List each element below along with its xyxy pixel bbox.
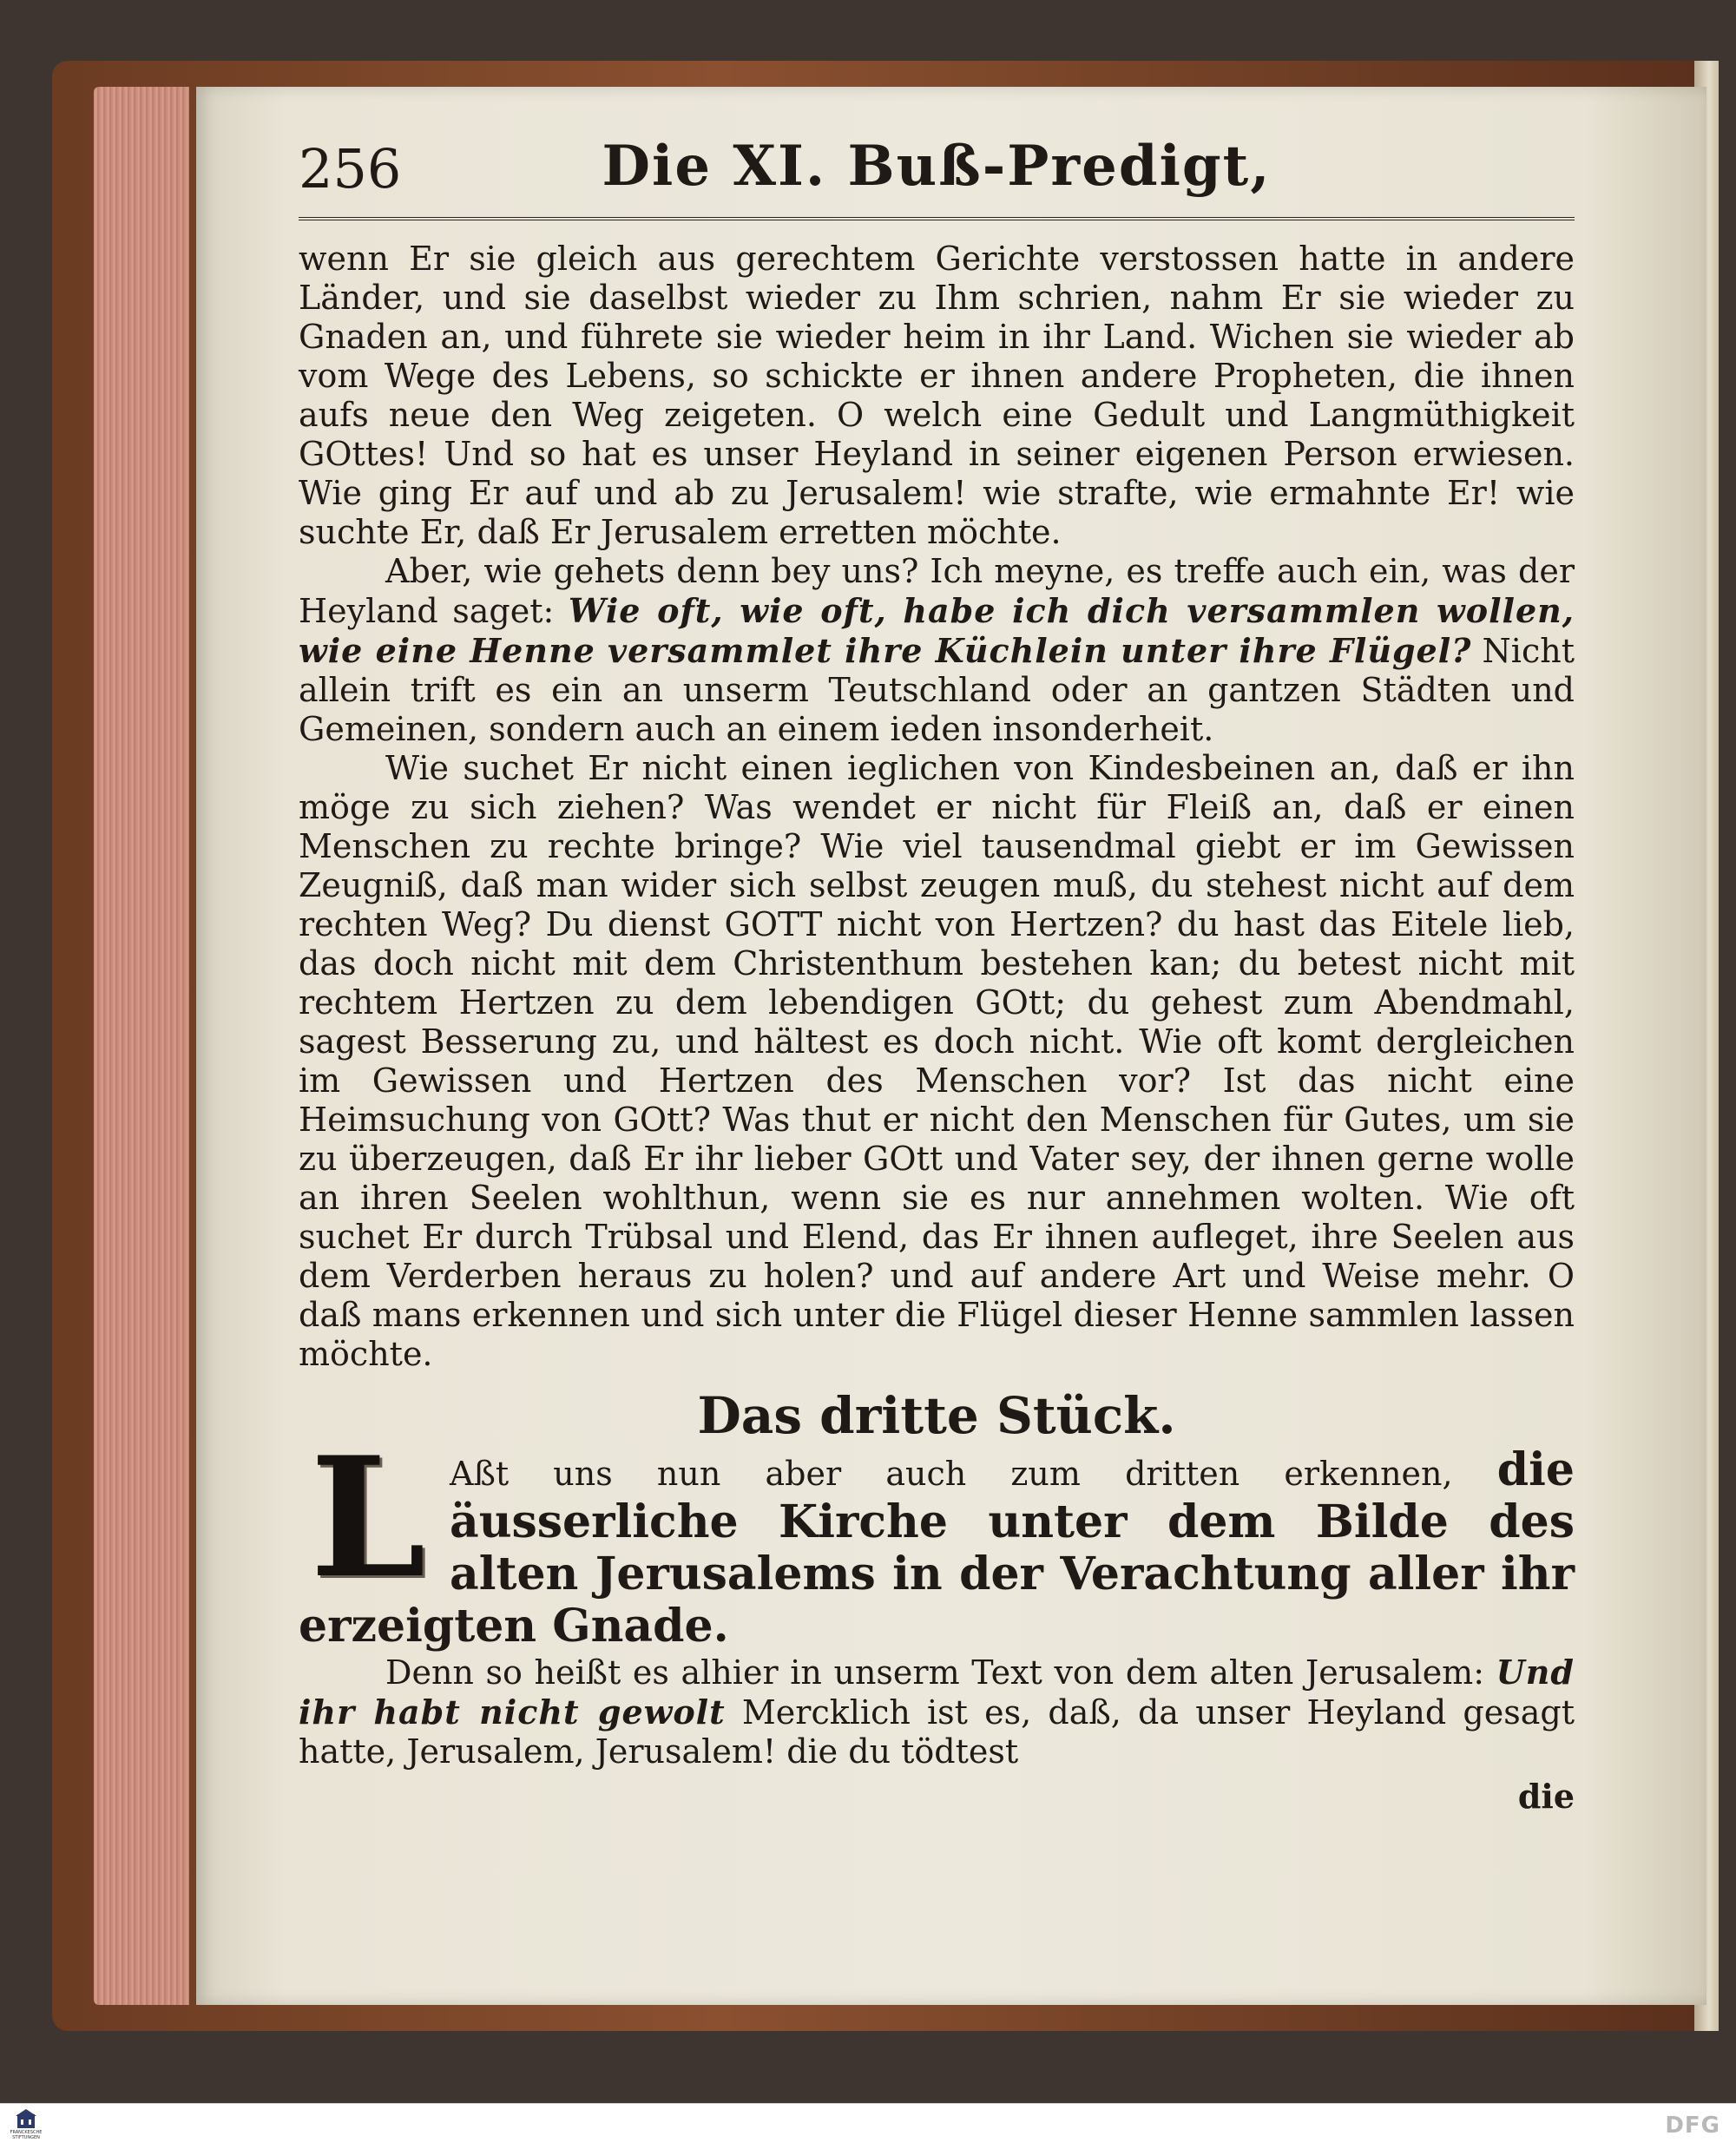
paragraph-1: wenn Er sie gleich aus gerechtem Gerichte verstossen hatte in andere Länder, und sie daselbst wieder zu Ihm schrien, nahm Er sie wieder zu Gnaden an, und führete sie wieder heim in ihr Land. Wichen sie wieder ab vom Wege des Lebens, so schickte er ihnen andere Propheten, die ihnen aufs neue den Weg zeigeten. O welch eine Gedult und Langmüthigkeit GOttes! Und so hat es unser Heyland in seiner eigenen Person erwiesen. Wie ging Er auf und ab zu Jerusalem! wie strafte, wie ermahnte Er! wie suchte Er, daß Er Jerusalem erretten möchte. xyxy=(299,240,1575,551)
paragraph-4-end: Mercklich ist es, daß, da unser Heyland gesagt hatte, Jerusalem, Jerusalem! die du tödtest xyxy=(299,1693,1575,1771)
catchword: die xyxy=(1517,1777,1575,1816)
paragraph-2-start: Aber, wie gehets denn bey uns? Ich meyne, es treffe auch ein, was der Heyland saget: xyxy=(299,552,1575,630)
page-number: 256 xyxy=(299,137,402,200)
viewer-footer xyxy=(0,2103,1736,2149)
section-lead xyxy=(299,1421,1575,1653)
paragraph-2-end: Nicht allein trift es ein an unserm Teutschland oder an gantzen Städten und Gemeinen, sondern auch an einem ieden insonderheit. xyxy=(299,632,1575,748)
section-thesis: die äusserliche Kirche unter dem Bilde des alten Jerusalems in der Verachtung aller ihr erzeigten Gnade. xyxy=(299,1443,1575,1653)
paragraph-2 xyxy=(299,552,1575,749)
page-block-edges xyxy=(94,87,189,2005)
institution-logo-text: FRANCKESCHE STIFTUNGEN xyxy=(10,2130,43,2140)
body-text xyxy=(299,240,1575,1816)
dfg-logo: DFG xyxy=(1665,2113,1720,2139)
scripture-quote: Wie oft, wie oft, habe ich dich versammlen wollen, wie eine Henne versammlet ihre Küchlein unter ihre Flügel? xyxy=(299,591,1575,670)
text-quote: Und ihr habt nicht gewolt xyxy=(299,1653,1575,1732)
drop-cap-letter: L xyxy=(310,1421,426,1614)
running-title: Die XI. Buß-Predigt, xyxy=(602,134,1272,199)
page-header xyxy=(299,113,1575,220)
section-opening xyxy=(299,1421,1575,1653)
section-heading: Das dritte Stück. xyxy=(697,1386,1176,1445)
page-content xyxy=(299,113,1575,1816)
paragraph-4 xyxy=(299,1653,1575,1771)
paragraph-3: Wie suchet Er nicht einen ieglichen von Kindesbeinen an, daß er ihn möge zu sich ziehen? Was wendet er nicht für Fleiß an, daß er einen Menschen zu rechte bringe? Wie viel tausendmal giebt er im Gewissen Zeugniß, daß man wider sich selbst zeugen muß, du stehest nicht auf dem rechten Weg? Du dienst GOTT nicht von Hertzen? du hast das Eitele lieb, das doch nicht mit dem Christenthum bestehen kan; du betest nicht mit rechtem Hertzen zu dem lebendigen GOtt; du gehest zum Abendmahl, sagest Besserung zu, und hältest es doch nicht. Wie oft komt dergleichen im Gewissen und Hertzen des Menschen vor? Ist das nicht eine Heimsuchung von GOtt? Was thut er nicht den Menschen für Gutes, um sie zu überzeugen, daß Er ihr lieber GOtt und Vater sey, der ihnen gerne wolle an ihren Seelen wohlthun, wenn sie es nur annehmen wolten. Wie oft suchet Er durch Trübsal und Elend, das Er ihnen aufleget, ihre Seelen aus dem Verderben heraus zu holen? und auf andere Art und Weise mehr. O daß mans erkennen und sich unter die Flügel dieser Henne sammlen lassen möchte. xyxy=(299,749,1575,1373)
lead-in-text: Aßt uns nun aber auch zum dritten erkennen, xyxy=(450,1455,1453,1493)
paragraph-4-start: Denn so heißt es alhier in unserm Text von dem alten Jerusalem: xyxy=(385,1653,1485,1692)
